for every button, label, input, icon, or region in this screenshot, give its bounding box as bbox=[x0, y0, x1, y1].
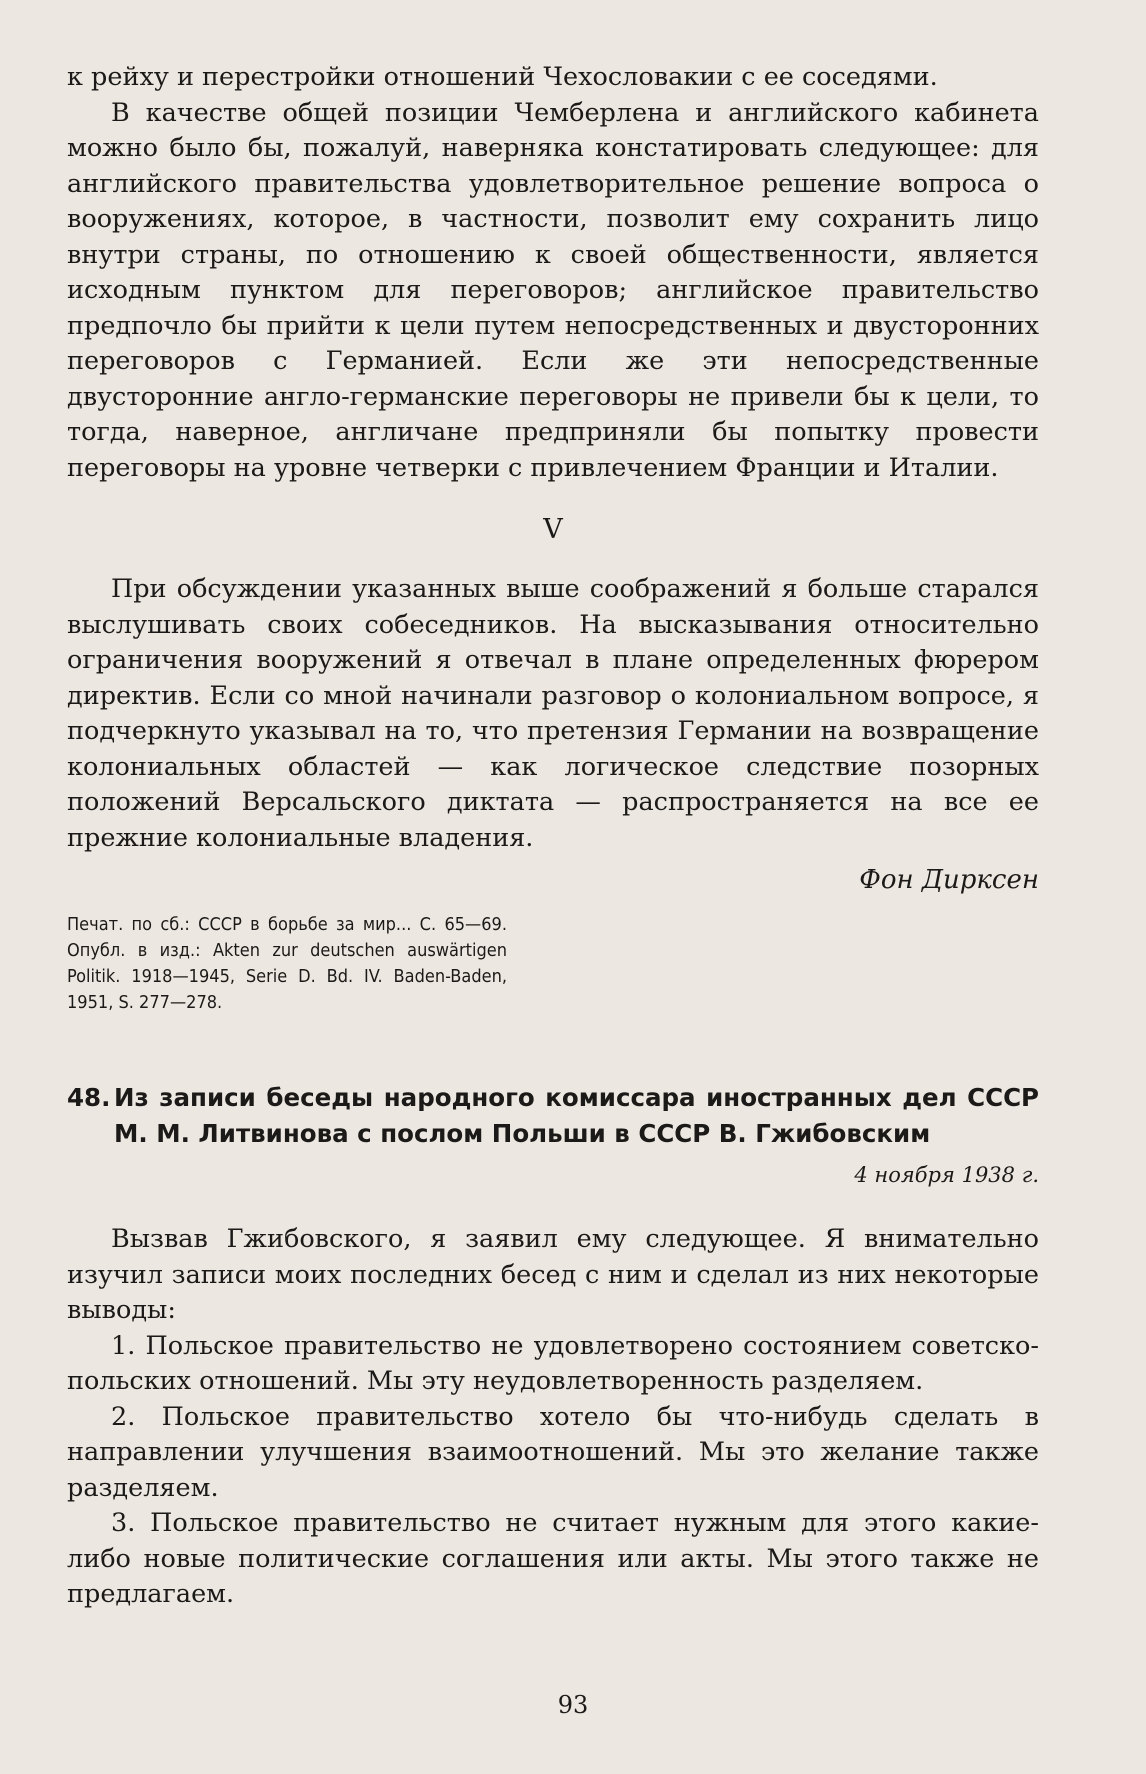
paragraph-intro: Вызвав Гжибовского, я заявил ему следующее. Я внимательно изучил записи моих последних бесед с ним и сделал из них некоторые выводы: bbox=[67, 1224, 1039, 1325]
signature: Фон Дирксен bbox=[859, 865, 1039, 895]
main-text bbox=[67, 60, 1039, 486]
document-date: 4 ноября 1938 г. bbox=[854, 1163, 1039, 1187]
point-3: 3. Польское правительство не считает нужным для этого какие-либо новые политические соглашения или акты. Мы этого также не предлагаем. bbox=[67, 1508, 1039, 1609]
document-heading bbox=[67, 1080, 1039, 1152]
section-number: V bbox=[543, 514, 563, 545]
document-title: Из записи беседы народного комиссара иностранных дел СССР М. М. Литвинова с послом Польши в СССР В. Гжибовским bbox=[114, 1083, 1039, 1148]
point-1: 1. Польское правительство не удовлетворено состоянием советско-польских отношений. Мы эту неудовлетворенность разделяем. bbox=[67, 1330, 1039, 1396]
document-body bbox=[67, 1222, 1039, 1613]
paragraph-chamberlain-position: В качестве общей позиции Чемберлена и английского кабинета можно было бы, пожалуй, наверняка констатировать следующее: для английского правительства удовлетворительное решение вопроса о вооружениях, которое, в частности, позволит ему сохранить лицо внутри страны, по отношению к своей общественности, является исходным пунктом для переговоров; английское правительство предпочло бы прийти к цели путем непосредственных и двусторонних переговоров с Германией. Если же эти непосредственные двусторонние англо-германские переговоры не привели бы к цели, то тогда, наверное, англичане предприняли бы попытку провести переговоры на уровне четверки с привлечением Франции и Италии. bbox=[67, 97, 1039, 483]
source-note: Печат. по сб.: СССР в борьбе за мир... С. 65—69. Опубл. в изд.: Akten zur deutschen auswärtigen Politik. 1918—1945, Serie D. Bd. IV. Baden-Baden, 1951, S. 277—278. bbox=[67, 914, 507, 1013]
point-2: 2. Польское правительство хотело бы что-нибудь сделать в направлении улучшения взаимоотношений. Мы это желание также разделяем. bbox=[67, 1401, 1039, 1503]
paragraph-discussion: При обсуждении указанных выше соображений я больше старался выслушивать своих собеседников. На высказывания относительно ограничения вооружений я отвечал в плане определенных фюрером директив. Если со мной начинали разговор о колониальном вопросе, я подчеркнуто указывал на то, что претензия Германии на возвращение колониальных областей — как логическое следствие позорных положений Версальского диктата — распространяется на все ее прежние колониальные владения. bbox=[67, 574, 1039, 853]
document-number: 48. bbox=[67, 1083, 111, 1112]
section-v-text bbox=[67, 572, 1039, 856]
page-number: 93 bbox=[557, 1691, 589, 1719]
intro-fragment: к рейху и перестройки отношений Чехословакии с ее соседями. bbox=[67, 62, 938, 92]
document-page bbox=[67, 60, 1039, 1613]
